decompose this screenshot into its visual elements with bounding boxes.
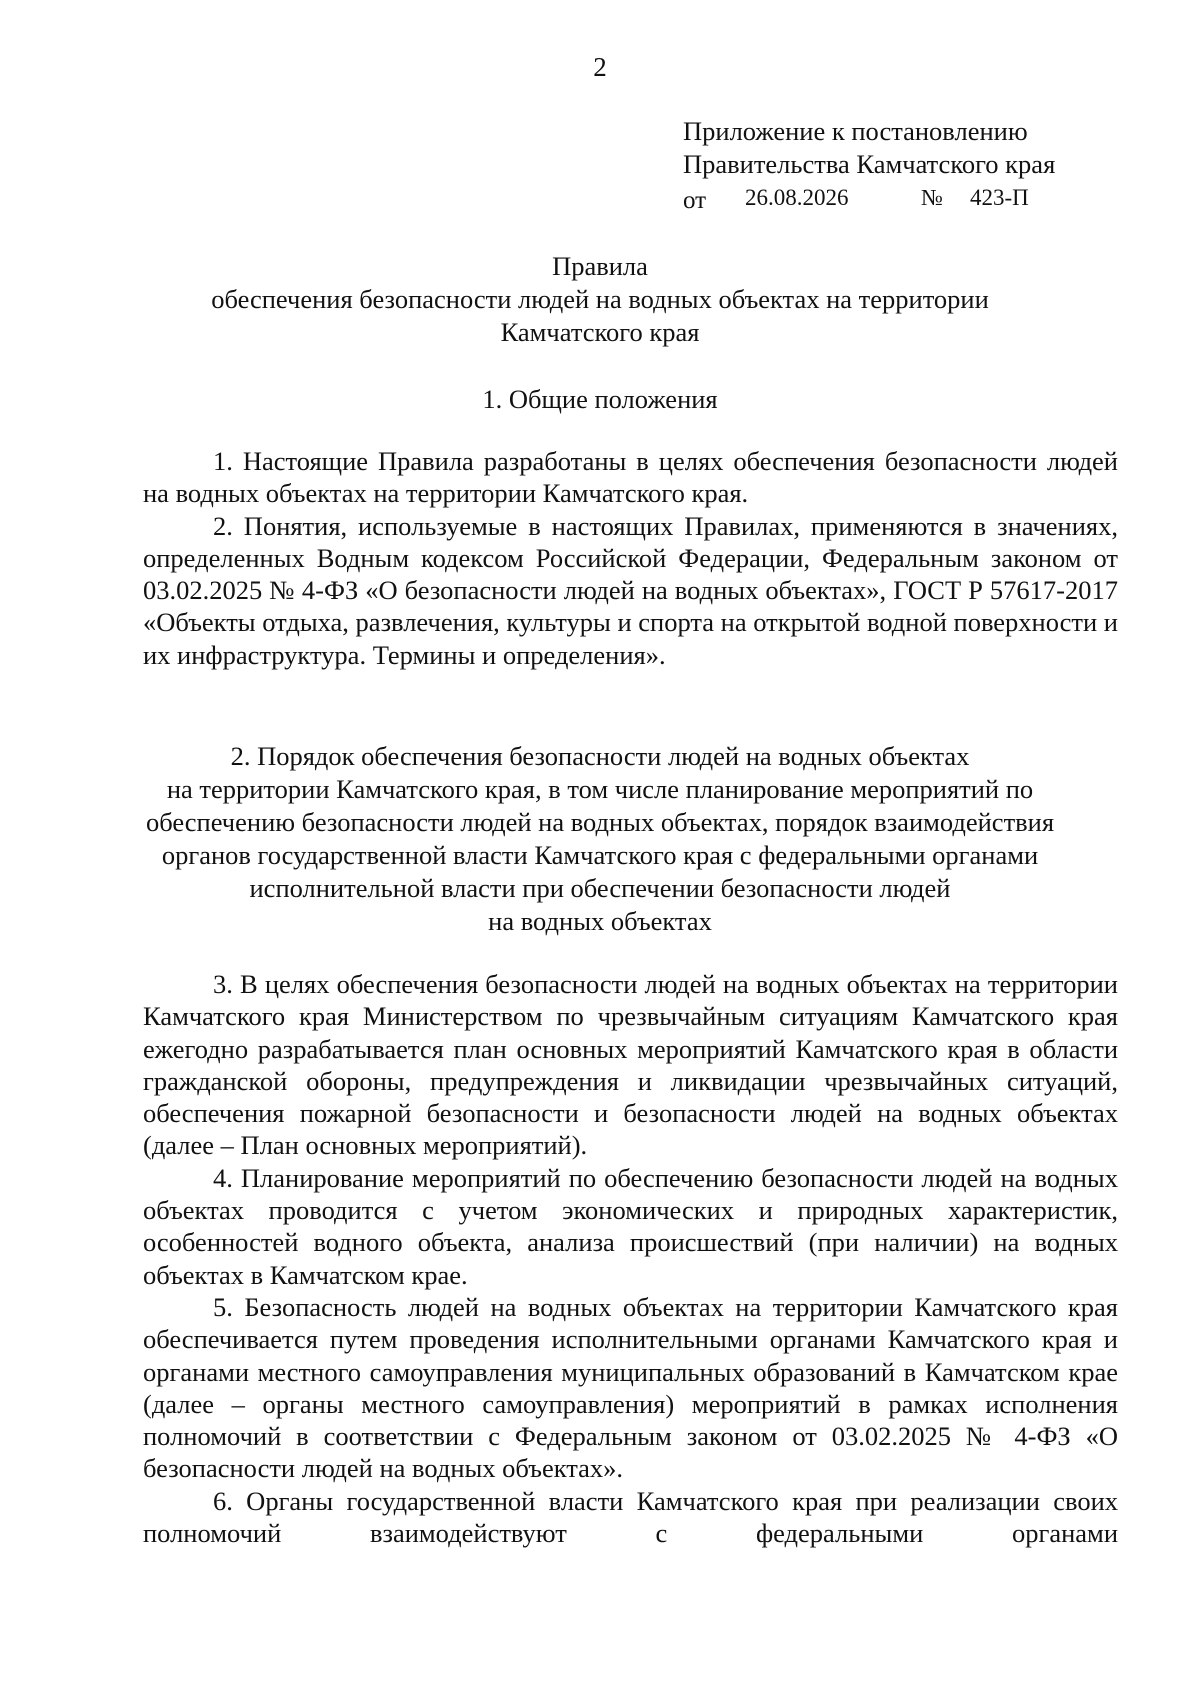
title-line-2: обеспечения безопасности людей на водных объектах на территории xyxy=(211,284,989,314)
appendix-line-2: Правительства Камчатского края xyxy=(683,149,1056,179)
number-sign: № xyxy=(921,185,943,210)
appendix-line-1: Приложение к постановлению xyxy=(683,116,1028,146)
section-1-body xyxy=(143,445,1118,671)
section-2-heading-line: на территории Камчатского края, в том числе планирование мероприятий по xyxy=(166,774,1034,804)
section-1-heading: 1. Общие положения xyxy=(482,384,718,414)
document-title xyxy=(0,250,1200,349)
section-2-body xyxy=(143,968,1118,1549)
decree-number: 423-П xyxy=(970,185,1029,210)
paragraph-4: 4. Планирование мероприятий по обеспечению безопасности людей на водных объектах проводится с учетом экономических и природных характеристик, особенностей водного объекта, анализа происшествий (при наличии) на водных объектах в Камчатском крае. xyxy=(143,1162,1118,1290)
from-label: от xyxy=(683,187,707,214)
page-number: 2 xyxy=(593,52,607,82)
paragraph-6: 6. Органы государственной власти Камчатского края при реализации своих полномочий взаимодействуют с федеральными органами xyxy=(143,1485,1118,1549)
paragraph-1: 1. Настоящие Правила разработаны в целях обеспечения безопасности людей на водных объектах на территории Камчатского края. xyxy=(143,446,1118,509)
appendix-date-number xyxy=(683,181,1103,214)
title-line-3: Камчатского края xyxy=(500,317,700,347)
paragraph-5: 5. Безопасность людей на водных объектах на территории Камчатского края обеспечивается путем проведения исполнительными органами Камчатского края и органами местного самоуправления муниципальных образований в Камчатском крае (далее – органы местного самоуправления) мероприятий в рамках исполнения полномочий в соответствии с Федеральным законом от 03.02.2025 № 4-ФЗ «О безопасности людей на водных объектах». xyxy=(143,1291,1118,1484)
section-2-heading-line: 2. Порядок обеспечения безопасности людей на водных объектах xyxy=(230,741,970,771)
section-2-heading-line: обеспечению безопасности людей на водных объектах, порядок взаимодействия xyxy=(145,807,1055,837)
section-2-heading-line: исполнительной власти при обеспечении безопасности людей xyxy=(249,873,951,903)
paragraph-3: 3. В целях обеспечения безопасности людей на водных объектах на территории Камчатского края Министерством по чрезвычайным ситуациям Камчатского края ежегодно разрабатывается план основных мероприятий Камчатского края в области гражданской обороны, предупреждения и ликвидации чрезвычайных ситуаций, обеспечения пожарной безопасности и безопасности людей на водных объектах (далее – План основных мероприятий). xyxy=(143,969,1118,1161)
title-line-1: Правила xyxy=(552,251,648,281)
appendix-reference xyxy=(683,115,1103,214)
paragraph-2: 2. Понятия, используемые в настоящих Правилах, применяются в значениях, определенных Водным кодексом Российской Федерации, Федеральным законом от 03.02.2025 № 4-ФЗ «О безопасности людей на водных объектах», ГОСТ Р 57617-2017 «Объекты отдыха, развлечения, культуры и спорта на открытой водной поверхности и их инфраструктура. Термины и определения». xyxy=(143,510,1118,670)
decree-date: 26.08.2026 xyxy=(745,185,849,210)
section-2-heading xyxy=(0,740,1200,938)
section-2-heading-line: органов государственной власти Камчатского края с федеральными органами xyxy=(161,840,1039,870)
section-2-heading-line: на водных объектах xyxy=(488,906,712,936)
